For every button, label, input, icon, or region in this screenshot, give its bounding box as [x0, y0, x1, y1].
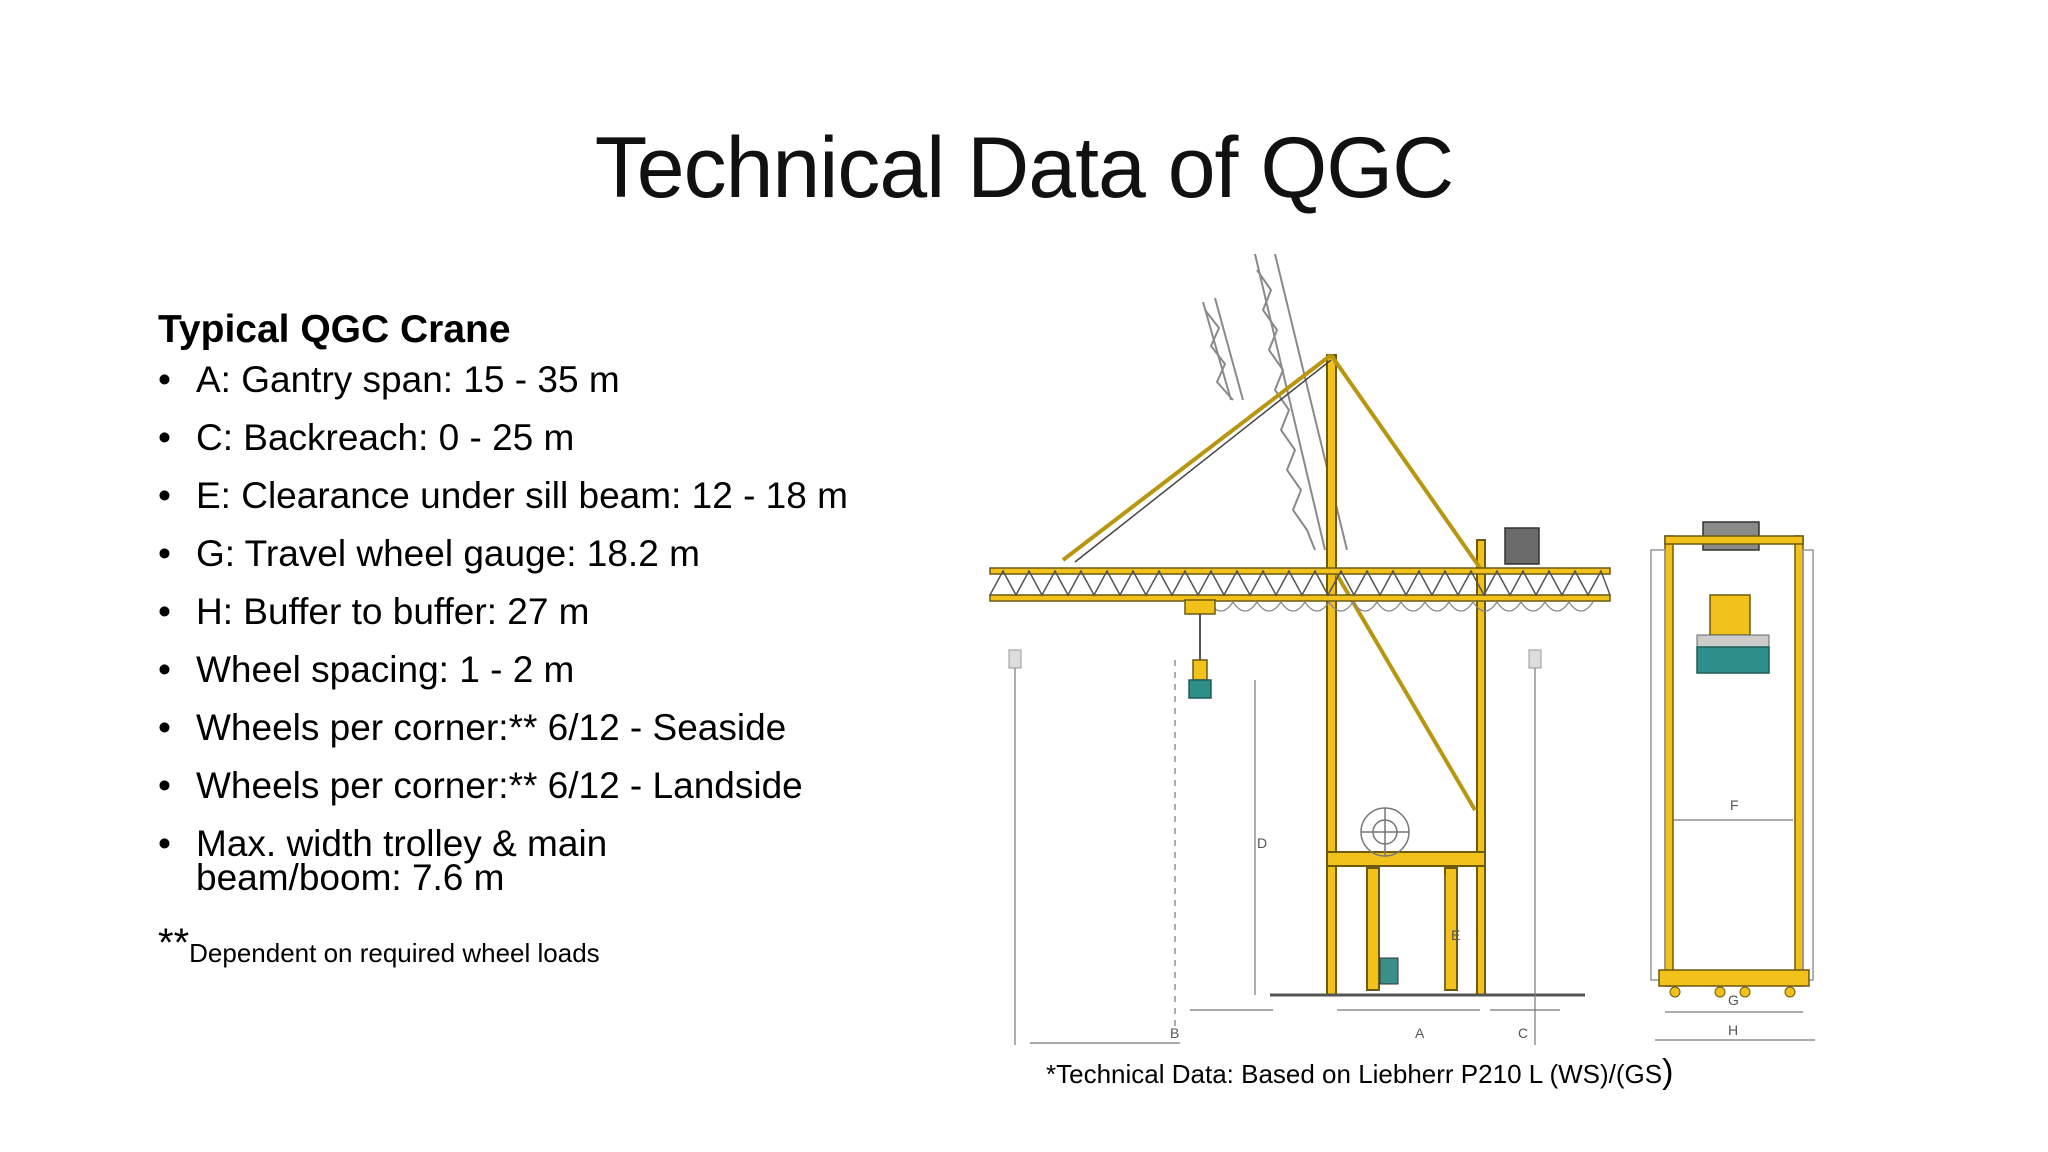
spec-item-wheels-landside: • Wheels per corner:** 6/12 - Landside: [158, 769, 958, 803]
footnote: [158, 921, 958, 969]
dimension-markers: [1009, 650, 1541, 668]
cable-reel: [1361, 808, 1409, 856]
footnote-marker: **: [158, 921, 190, 965]
spec-panel: [158, 305, 958, 969]
dim-label-f: F: [1730, 797, 1739, 813]
credit-note: [1046, 1055, 1673, 1091]
dim-label-b: B: [1170, 1025, 1180, 1041]
credit-paren: ): [1662, 1053, 1674, 1091]
forestay-thin: [1075, 360, 1331, 562]
dim-label-d: D: [1257, 835, 1268, 851]
spec-item-wheels-seaside: • Wheels per corner:** 6/12 - Seaside: [158, 711, 958, 745]
dim-label-c: C: [1518, 1025, 1529, 1041]
spec-item-backreach: • C: Backreach: 0 - 25 m: [158, 421, 958, 455]
crane-diagram: [975, 250, 1845, 1045]
machinery-house: [1505, 528, 1539, 564]
spec-item-buffer: • H: Buffer to buffer: 27 m: [158, 595, 958, 629]
spec-item-gantry-span: • A: Gantry span: 15 - 35 m: [158, 363, 958, 397]
spec-heading: Typical QGC Crane: [158, 308, 511, 351]
spec-item-clearance: • E: Clearance under sill beam: 12 - 18 m: [158, 479, 958, 513]
dim-label-e: E: [1451, 927, 1461, 943]
dim-label-h: H: [1728, 1022, 1739, 1038]
gantry-frame: [1327, 355, 1485, 995]
boom-girder: [990, 568, 1610, 611]
spec-item-wheel-gauge: • G: Travel wheel gauge: 18.2 m: [158, 537, 958, 571]
slide-title: Technical Data of QGC: [594, 120, 1454, 216]
dim-label-g: G: [1728, 992, 1739, 1008]
truck: [1380, 958, 1398, 984]
raised-boom: [1203, 254, 1347, 550]
spec-item-wheel-spacing: • Wheel spacing: 1 - 2 m: [158, 653, 958, 687]
credit-text: *Technical Data: Based on Liebherr P210 L (WS)/(GS: [1046, 1059, 1663, 1089]
crane-drawing: [975, 250, 1845, 1045]
forestay: [1063, 355, 1480, 810]
dim-label-a: A: [1415, 1025, 1425, 1041]
side-view-crane: [1651, 522, 1813, 997]
spec-list: [158, 359, 958, 898]
trolley: [1185, 600, 1215, 698]
spec-item-max-width: • Max. width trolley & main beam/boom: 7.6 m: [158, 827, 696, 895]
footnote-text: Dependent on required wheel loads: [189, 938, 600, 968]
container: [1189, 680, 1211, 698]
